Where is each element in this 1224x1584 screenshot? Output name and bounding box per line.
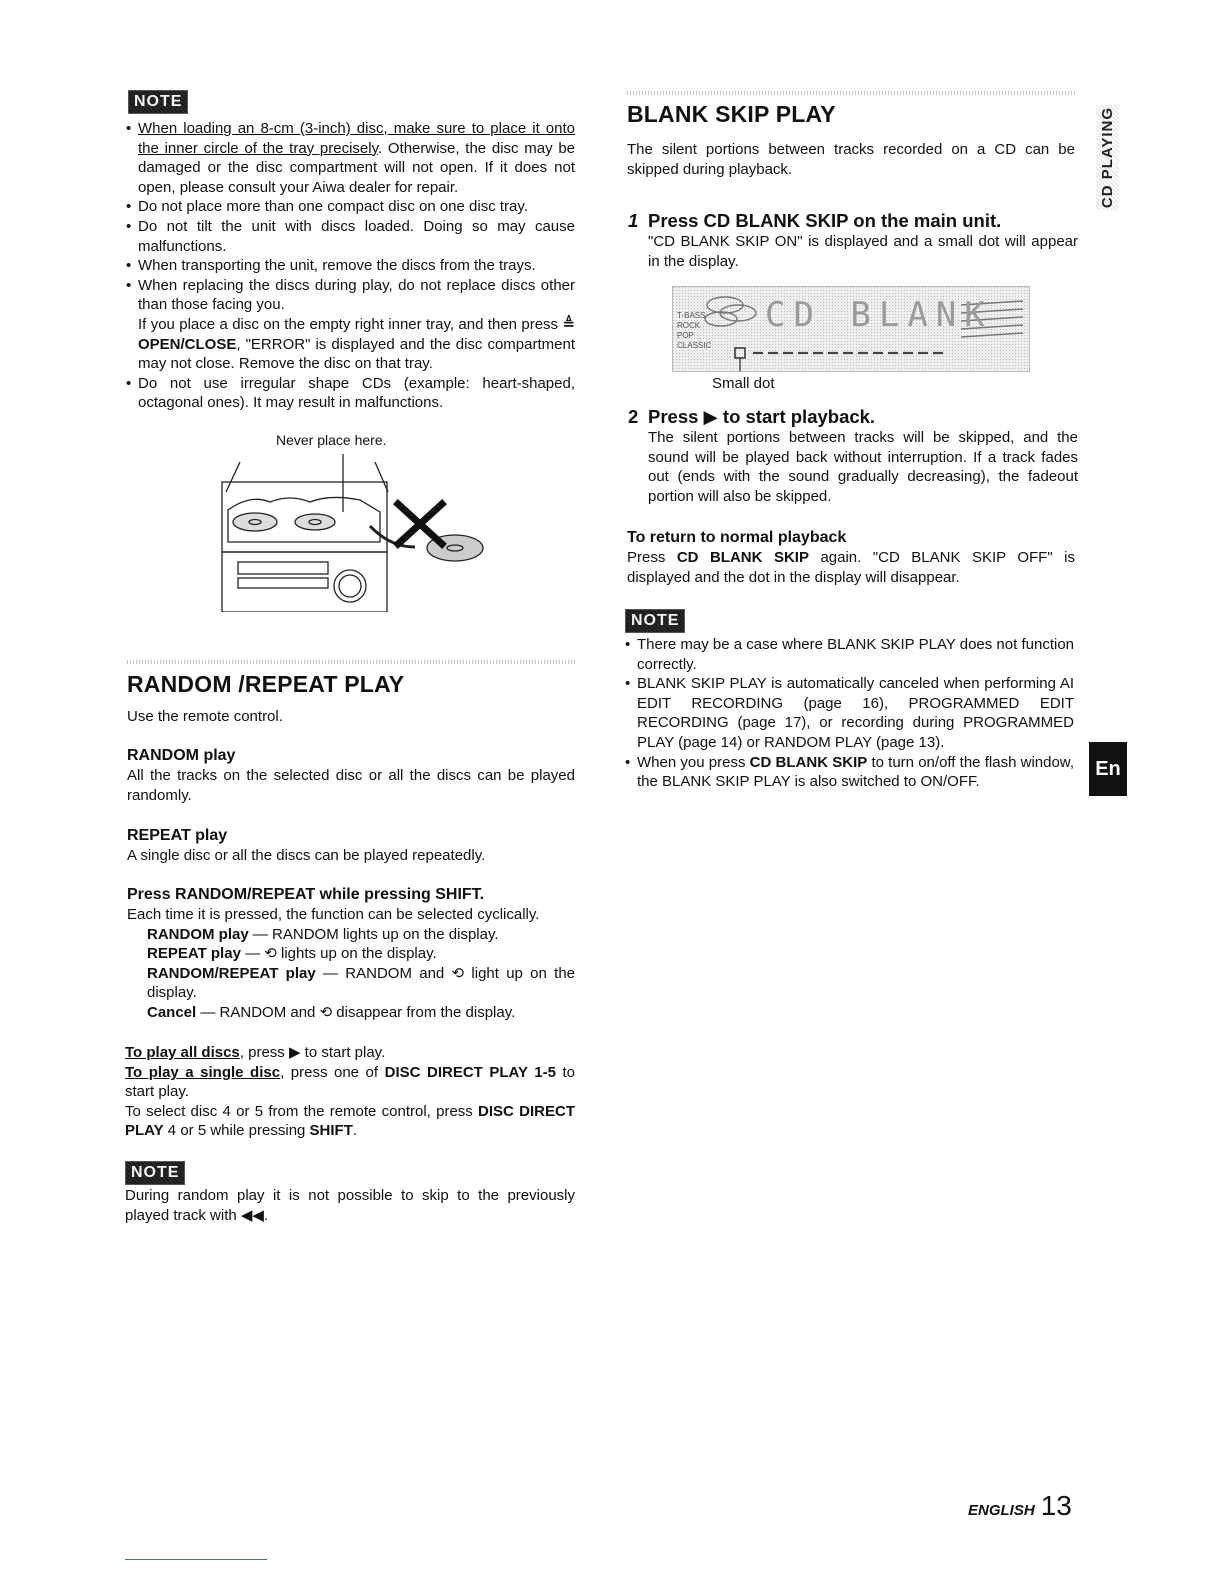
mode-item: RANDOM/REPEAT play — RANDOM and ⟲ light up on the display. bbox=[147, 964, 575, 1002]
step-1: 1 Press CD BLANK SKIP on the main unit. "CD BLANK SKIP ON" is displayed and a small dot will appear in the display. bbox=[628, 210, 1078, 270]
note-item: • BLANK SKIP PLAY is automatically canceled when performing AI EDIT RECORDING (page 16), PROGRAMMED EDIT RECORDING (page 17), or recording during PROGRAMMED PLAY (page 14) or RANDOM PLAY (page 13). bbox=[625, 674, 1074, 752]
note-badge: NOTE bbox=[125, 1161, 185, 1185]
random-play-heading: RANDOM play bbox=[127, 747, 236, 764]
note-item: • Do not tilt the unit with discs loaded. Doing so may cause malfunctions. bbox=[126, 217, 575, 256]
figure-caption: Never place here. bbox=[276, 432, 387, 448]
press-random-repeat-heading: Press RANDOM/REPEAT while pressing SHIFT. bbox=[127, 886, 485, 903]
section-rule bbox=[627, 91, 1075, 95]
note-item: • When you press CD BLANK SKIP to turn on/off the flash window, the BLANK SKIP PLAY is also switched to ON/OFF. bbox=[625, 753, 1074, 792]
disc-tray-illustration bbox=[210, 452, 500, 612]
random-note-text: During random play it is not possible to skip to the previously played track with ◀◀. bbox=[125, 1187, 575, 1224]
press-random-repeat-text: Each time it is pressed, the function can be selected cyclically. bbox=[127, 906, 540, 923]
note-item: • Do not use irregular shape CDs (example: heart-shaped, octagonal ones). It may result in malfunctions. bbox=[126, 374, 575, 413]
page-footer bbox=[968, 1490, 1072, 1522]
play-instructions: To play all discs, press ▶ to start play. To play a single disc, press one of DISC DIRECT PLAY 1-5 to start play. To select disc 4 or 5 from the remote control, press DISC DIRECT PLAY 4 or 5 while pressing SHIFT. bbox=[125, 1044, 575, 1140]
play-single-disc-label: To play a single disc bbox=[125, 1063, 281, 1081]
footer-rule bbox=[125, 1559, 267, 1560]
page-number: 13 bbox=[1040, 1490, 1072, 1521]
section-side-tab: CD PLAYING bbox=[1096, 90, 1119, 226]
section-title-blank-skip: BLANK SKIP PLAY bbox=[627, 101, 836, 127]
small-dot-caption: Small dot bbox=[712, 375, 775, 392]
note-item: • When loading an 8-cm (3-inch) disc, make sure to place it onto the inner circle of the tray precisely. Otherwise, the disc may be damaged or the disc compartment will not open. If it does not open, please consult your Aiwa dealer for repair. bbox=[126, 119, 575, 197]
cd-display-illustration bbox=[672, 286, 1030, 372]
mode-item: RANDOM play — RANDOM lights up on the display. bbox=[147, 925, 499, 943]
blank-skip-intro: The silent portions between tracks recorded on a CD can be skipped during playback. bbox=[627, 141, 1075, 178]
display-segment-text: CD BLANK bbox=[765, 295, 993, 335]
note-list-left bbox=[126, 119, 575, 413]
repeat-play-heading: REPEAT play bbox=[127, 827, 228, 844]
play-all-discs-label: To play all discs bbox=[125, 1044, 240, 1061]
note-item-extra: If you place a disc on the empty right inner tray, and then press ≜ OPEN/CLOSE, "ERROR" is displayed and the disc compartment may not close. Remove the disc on that tray. bbox=[138, 315, 576, 373]
footer-language: ENGLISH bbox=[968, 1502, 1035, 1519]
mode-item: REPEAT play — ⟲ lights up on the display. bbox=[147, 945, 437, 963]
note-badge: NOTE bbox=[128, 90, 188, 114]
mode-list bbox=[127, 925, 575, 1023]
step-2-text: The silent portions between tracks will be skipped, and the sound will be played back without interruption. If a track fades out (ends with the sound gradually decreasing), the fadeout portion will also be skipped. bbox=[648, 429, 1078, 505]
step-1-text: "CD BLANK SKIP ON" is displayed and a small dot will appear in the display. bbox=[648, 233, 1078, 270]
return-normal: To return to normal playback Press CD BLANK SKIP again. "CD BLANK SKIP OFF" is displayed and the dot in the display will disappear. bbox=[627, 529, 1075, 586]
random-play-text: All the tracks on the selected disc or all the discs can be played randomly. bbox=[127, 767, 575, 804]
mode-item: Cancel — RANDOM and ⟲ disappear from the display. bbox=[147, 1003, 516, 1021]
repeat-play-text: A single disc or all the discs can be played repeatedly. bbox=[127, 847, 486, 864]
section-rule bbox=[127, 660, 575, 664]
note-list-right bbox=[625, 635, 1074, 792]
note-item: • When replacing the discs during play, do not replace discs other than those facing you. If you place a disc on the empty right inner tray, and then press ≜ OPEN/CLOSE, "ERROR" is displayed and the disc compartment may not close. Remove the disc on that tray. bbox=[126, 276, 575, 374]
section-title-random-repeat: RANDOM /REPEAT PLAY bbox=[127, 671, 405, 697]
display-eq-labels: T-BASS ROCK POP CLASSIC bbox=[677, 311, 712, 350]
return-normal-heading: To return to normal playback bbox=[627, 529, 847, 546]
note-badge: NOTE bbox=[625, 609, 685, 633]
note-item: • When transporting the unit, remove the discs from the trays. bbox=[126, 256, 575, 276]
language-tab: En bbox=[1089, 742, 1127, 796]
note-item: • There may be a case where BLANK SKIP PLAY does not function correctly. bbox=[625, 635, 1074, 674]
step-2: 2 Press ▶ to start playback. The silent portions between tracks will be skipped, and the sound will be played back without interruption. If a track fades out (ends with the sound gradually decreasing), the fadeout portion will also be skipped. bbox=[628, 406, 1078, 505]
note-item: • Do not place more than one compact disc on one disc tray. bbox=[126, 197, 575, 217]
random-repeat-intro: Use the remote control. bbox=[127, 708, 283, 725]
